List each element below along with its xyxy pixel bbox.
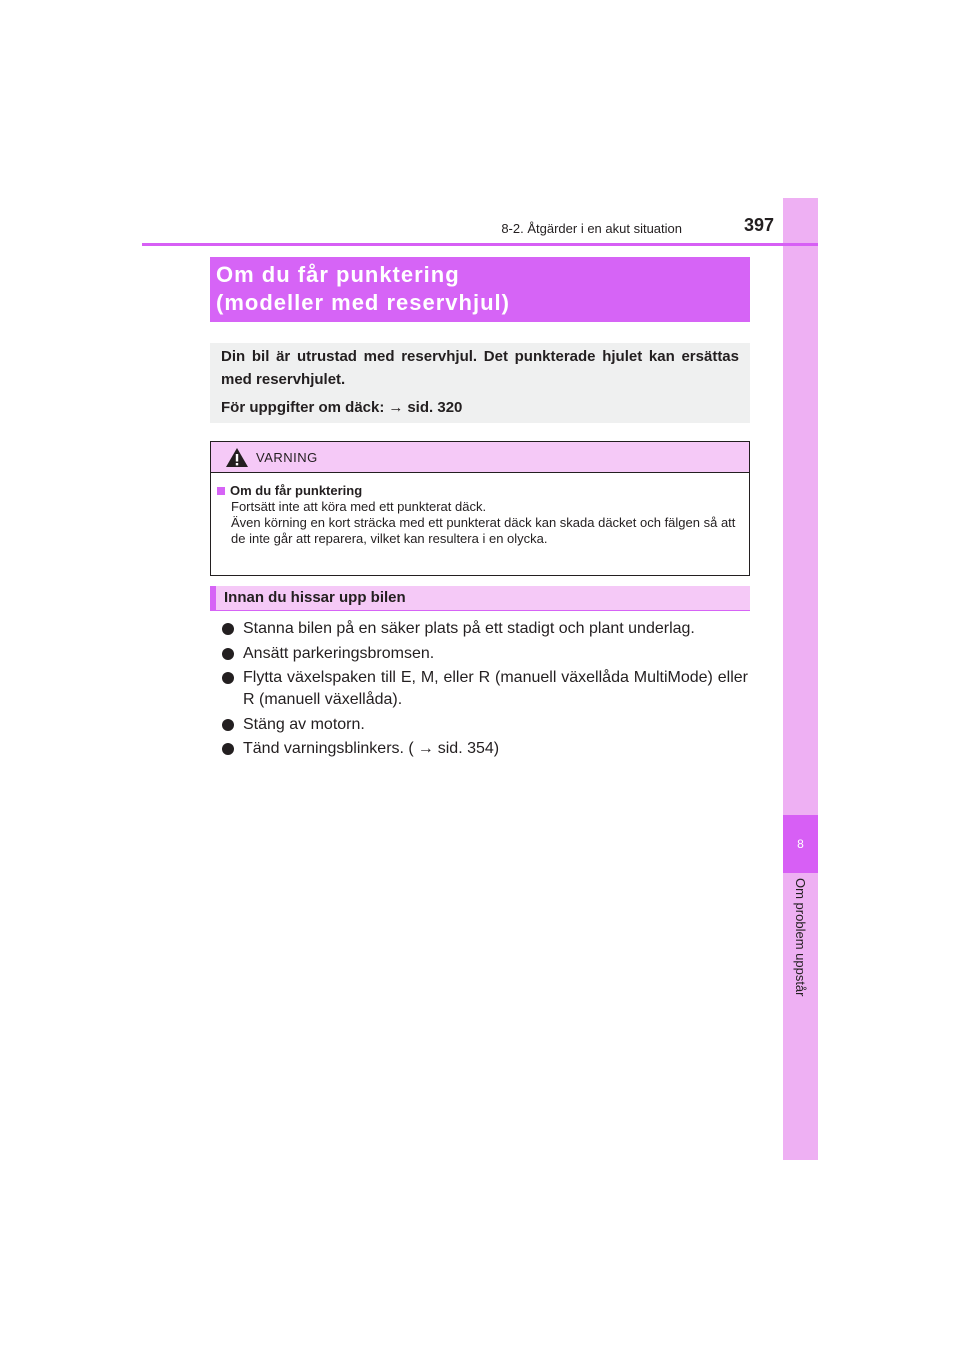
subsection-bar	[210, 586, 216, 611]
bullet-dot-icon	[222, 743, 234, 755]
step-list	[220, 618, 748, 763]
chapter-title-label: Om problem uppstår	[793, 878, 808, 997]
square-bullet-icon	[217, 487, 225, 495]
bullet-dot-icon	[222, 648, 234, 660]
intro-ref-label: För uppgifter om däck:	[221, 399, 385, 416]
page-number: 397	[743, 215, 774, 235]
list-item-text: Stäng av motorn.	[243, 715, 365, 733]
warning-line-2: Även körning en kort sträcka med ett punkterat däck kan skada däcket och fälgen så att de inte går att reparera, vilket kan resultera i en olycka.	[231, 515, 736, 546]
list-item-text: Stanna bilen på en säker plats på ett stadigt och plant underlag.	[243, 620, 695, 637]
bullet-dot-icon	[222, 623, 234, 635]
warning-heading-text: Om du får punktering	[230, 483, 363, 498]
hazard-ref-link[interactable]: sid. 354)	[437, 740, 500, 757]
list-item	[220, 643, 748, 665]
intro-ref-link[interactable]: sid. 320	[407, 399, 463, 416]
warning-label: VARNING	[256, 450, 318, 465]
list-item	[220, 738, 748, 760]
list-item-text: Flytta växelspaken till E, M, eller R (manuell växellåda MultiMode) eller R (manuell växellåda).	[243, 669, 748, 708]
chapter-number: 8	[783, 815, 818, 873]
list-item	[220, 667, 748, 711]
arrow-right-icon: →	[388, 399, 404, 416]
intro-reference	[221, 396, 739, 419]
list-item-text: Ansätt parkeringsbromsen.	[243, 644, 435, 662]
section-title: 8-2. Åtgärder i en akut situation	[501, 221, 682, 236]
list-item	[220, 618, 748, 640]
bullet-dot-icon	[222, 672, 234, 684]
list-item	[220, 714, 748, 736]
intro-box	[210, 343, 750, 423]
bullet-dot-icon	[222, 719, 234, 731]
intro-text: Din bil är utrustad med reservhjul. Det punkterade hjulet kan ersättas med reservhjulet.	[221, 348, 739, 388]
subsection-title: Innan du hissar upp bilen	[224, 589, 406, 606]
page-title	[210, 257, 750, 322]
arrow-right-icon: →	[417, 740, 434, 757]
warning-line-1: Fortsätt inte att köra med ett punkterat däck.	[231, 499, 487, 514]
warning-body	[211, 473, 749, 547]
header-rule	[142, 243, 818, 246]
subsection-heading	[210, 586, 750, 611]
list-item-text: Tänd varningsblinkers. (	[243, 740, 414, 757]
title-line-1: Om du får punktering	[216, 262, 460, 287]
warning-triangle-icon	[225, 447, 249, 468]
warning-box	[210, 441, 750, 576]
warning-header	[211, 442, 749, 473]
warning-heading	[217, 483, 739, 499]
chapter-title	[783, 878, 818, 1018]
title-line-2: (modeller med reservhjul)	[216, 290, 510, 315]
